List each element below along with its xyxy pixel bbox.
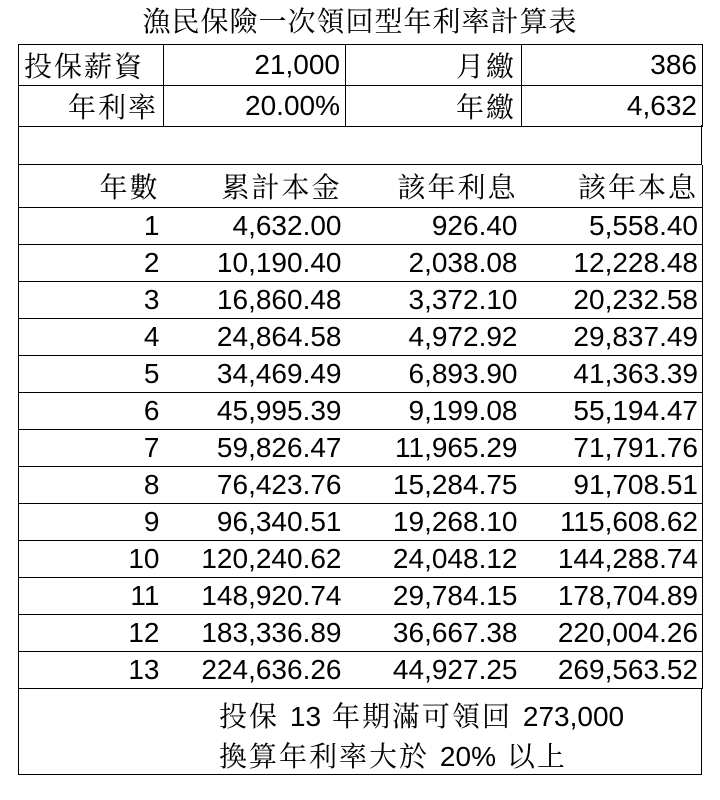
cell-year: 8 — [19, 466, 164, 503]
table-row — [19, 503, 703, 540]
parameters-table — [18, 44, 703, 127]
header-year-total: 該年本息 — [522, 165, 703, 207]
cell-cumulative-principal: 224,636.26 — [164, 651, 346, 688]
table-row — [19, 614, 703, 651]
cell-year-total: 269,563.52 — [522, 651, 703, 688]
cell-cumulative-principal: 4,632.00 — [164, 207, 346, 244]
summary-line-payout — [219, 695, 624, 735]
annual-rate-value: 20.00% — [164, 86, 346, 127]
cell-cumulative-principal: 10,190.40 — [164, 244, 346, 281]
cell-cumulative-principal: 183,336.89 — [164, 614, 346, 651]
table-row — [19, 540, 703, 577]
cell-year: 5 — [19, 355, 164, 392]
salary-value: 21,000 — [164, 45, 346, 86]
header-year-interest: 該年利息 — [346, 165, 522, 207]
monthly-payment-label: 月繳 — [346, 45, 522, 86]
table-row — [19, 577, 703, 614]
cell-year-total: 91,708.51 — [522, 466, 703, 503]
summary-rate: 20% — [439, 741, 496, 772]
cell-year-total: 29,837.49 — [522, 318, 703, 355]
cell-year-total: 220,004.26 — [522, 614, 703, 651]
cell-cumulative-principal: 76,423.76 — [164, 466, 346, 503]
cell-cumulative-principal: 16,860.48 — [164, 281, 346, 318]
cell-year-interest: 926.40 — [346, 207, 522, 244]
header-cumulative-principal: 累計本金 — [164, 165, 346, 207]
params-row-salary — [19, 45, 703, 86]
cell-year: 6 — [19, 392, 164, 429]
table-row — [19, 318, 703, 355]
interest-table — [18, 165, 703, 689]
cell-year: 7 — [19, 429, 164, 466]
cell-year: 11 — [19, 577, 164, 614]
cell-cumulative-principal: 120,240.62 — [164, 540, 346, 577]
cell-year-total: 5,558.40 — [522, 207, 703, 244]
cell-year-total: 41,363.39 — [522, 355, 703, 392]
salary-label: 投保薪資 — [19, 45, 164, 86]
summary-middle: 年期滿可領回 — [331, 700, 512, 733]
cell-year-total: 115,608.62 — [522, 503, 703, 540]
cell-year-interest: 2,038.08 — [346, 244, 522, 281]
table-row — [19, 207, 703, 244]
cell-year: 2 — [19, 244, 164, 281]
cell-year-interest: 24,048.12 — [346, 540, 522, 577]
summary-box — [18, 689, 702, 775]
table-row — [19, 651, 703, 688]
cell-year-interest: 29,784.15 — [346, 577, 522, 614]
cell-year-interest: 11,965.29 — [346, 429, 522, 466]
cell-cumulative-principal: 24,864.58 — [164, 318, 346, 355]
cell-year: 10 — [19, 540, 164, 577]
summary-years: 13 — [289, 701, 322, 732]
header-year: 年數 — [19, 165, 164, 207]
summary-rate-prefix: 換算年利率大於 — [219, 740, 430, 773]
table-row — [19, 355, 703, 392]
table-header-row — [19, 165, 703, 207]
monthly-payment-value: 386 — [522, 45, 703, 86]
cell-year-total: 12,228.48 — [522, 244, 703, 281]
cell-cumulative-principal: 45,995.39 — [164, 392, 346, 429]
table-row — [19, 466, 703, 503]
cell-year-interest: 19,268.10 — [346, 503, 522, 540]
cell-year: 4 — [19, 318, 164, 355]
params-row-rate — [19, 86, 703, 127]
page-title: 漁民保險一次領回型年利率計算表 — [142, 5, 578, 38]
cell-year: 1 — [19, 207, 164, 244]
cell-year: 13 — [19, 651, 164, 688]
yearly-payment-value: 4,632 — [522, 86, 703, 127]
cell-cumulative-principal: 59,826.47 — [164, 429, 346, 466]
summary-prefix: 投保 — [219, 700, 280, 733]
cell-year-interest: 6,893.90 — [346, 355, 522, 392]
cell-year-interest: 3,372.10 — [346, 281, 522, 318]
table-row — [19, 244, 703, 281]
annual-rate-label: 年利率 — [19, 86, 164, 127]
cell-year-interest: 44,927.25 — [346, 651, 522, 688]
cell-year-interest: 36,667.38 — [346, 614, 522, 651]
cell-year: 3 — [19, 281, 164, 318]
summary-amount: 273,000 — [522, 701, 625, 732]
cell-year-total: 144,288.74 — [522, 540, 703, 577]
cell-year: 12 — [19, 614, 164, 651]
cell-cumulative-principal: 148,920.74 — [164, 577, 346, 614]
table-row — [19, 392, 703, 429]
summary-line-rate — [219, 735, 567, 775]
cell-cumulative-principal: 34,469.49 — [164, 355, 346, 392]
cell-year-interest: 9,199.08 — [346, 392, 522, 429]
yearly-payment-label: 年繳 — [346, 86, 522, 127]
cell-year-interest: 4,972.92 — [346, 318, 522, 355]
table-row — [19, 429, 703, 466]
cell-year-total: 20,232.58 — [522, 281, 703, 318]
blank-row — [18, 125, 702, 165]
table-row — [19, 281, 703, 318]
cell-year: 9 — [19, 503, 164, 540]
cell-year-interest: 15,284.75 — [346, 466, 522, 503]
cell-year-total: 71,791.76 — [522, 429, 703, 466]
cell-cumulative-principal: 96,340.51 — [164, 503, 346, 540]
summary-rate-suffix: 以上 — [506, 740, 567, 773]
cell-year-total: 178,704.89 — [522, 577, 703, 614]
cell-year-total: 55,194.47 — [522, 392, 703, 429]
